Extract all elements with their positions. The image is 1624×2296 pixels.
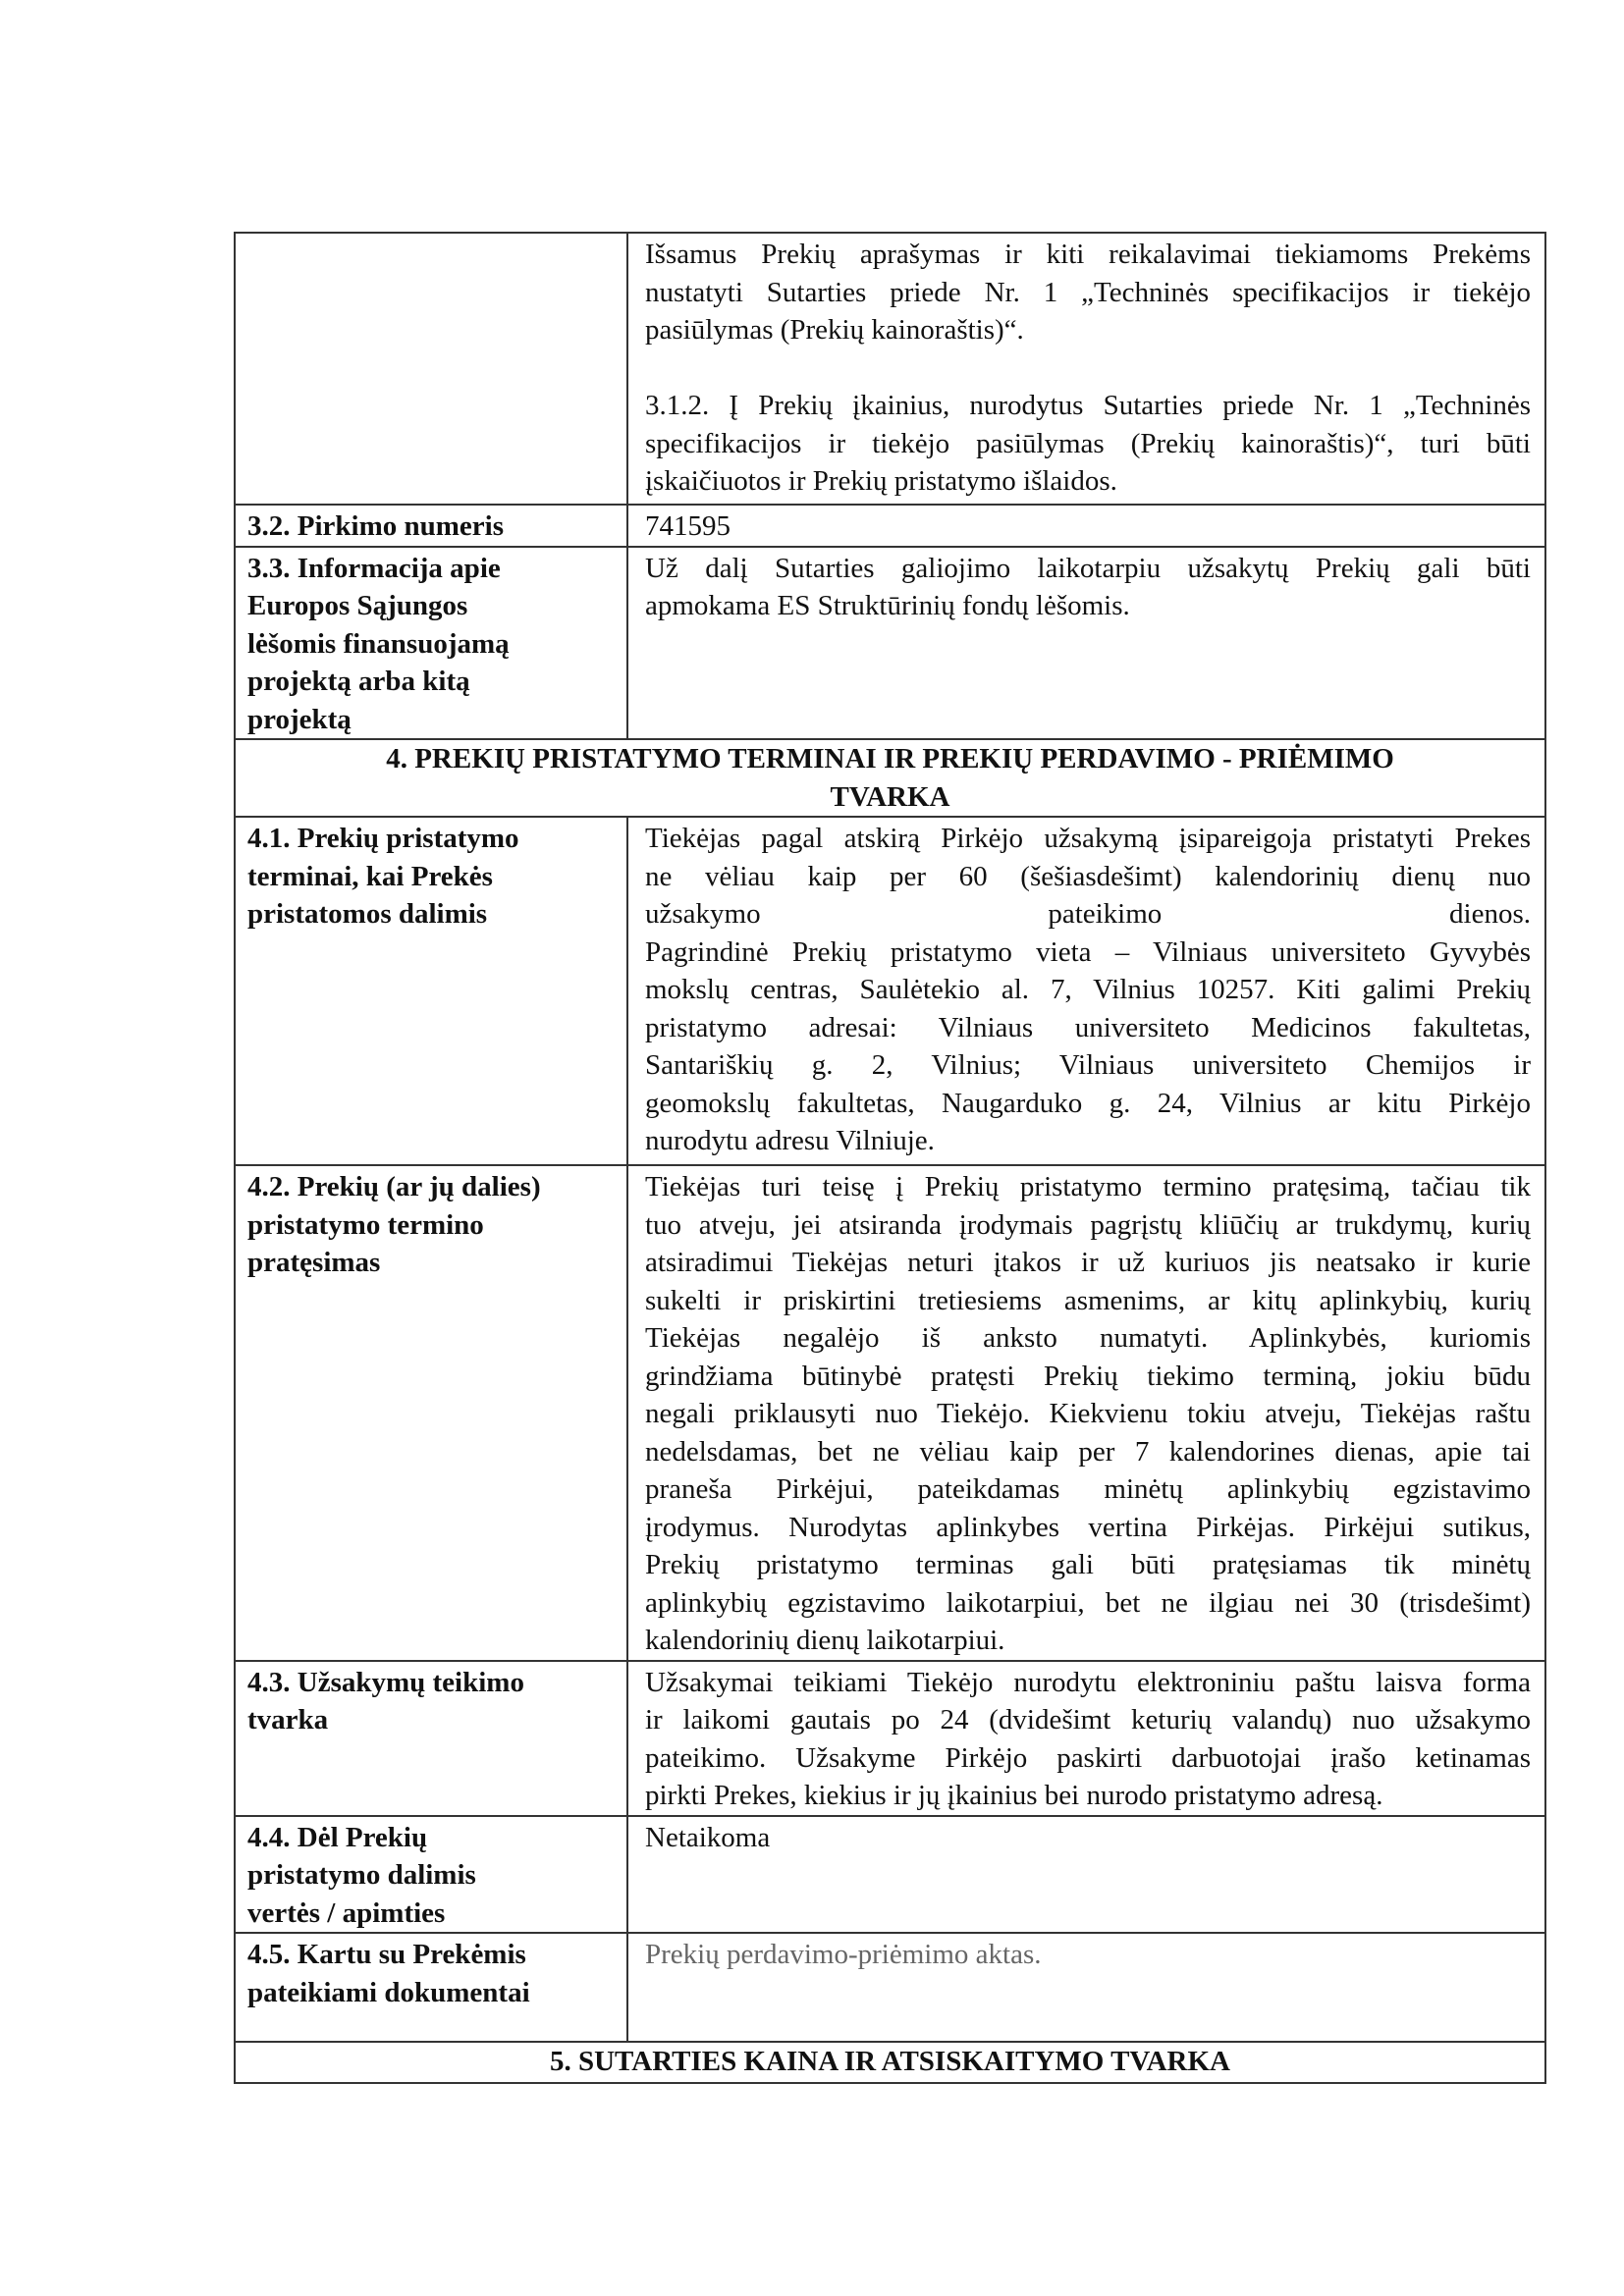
text-line: Tiekėjas negalėjo iš anksto numatyti. Aplinkybės, kuriomis [645,1322,1531,1354]
row-4-5-label [235,1933,627,2042]
row-4-3-label [235,1661,627,1816]
text-line: mokslų centras, Saulėtekio al. 7, Vilnius 10257. Kiti galimi Prekių [645,974,1531,1005]
text-line: 4.5. Kartu su Prekėmis [247,1939,526,1970]
text-line: užsakymo pateikimo dienos. [645,898,1531,930]
text-line: 3.3. Informacija apie [247,552,501,584]
text-line: Tiekėjas turi teisę į Prekių pristatymo termino pratęsimą, tačiau tik [645,1171,1531,1202]
text-line: ir laikomi gautais po 24 (dvidešimt keturių valandų) nuo užsakymo [645,1704,1531,1735]
text-line: apmokama ES Struktūrinių fondų lėšomis. [645,590,1130,621]
text-line: Europos Sąjungos [247,590,468,621]
text-line: 3.2. Pirkimo numeris [247,510,504,542]
text-line: pirkti Prekes, kiekius ir jų įkainius bei nurodo pristatymo adresą. [645,1780,1383,1811]
row-4-4-label [235,1816,627,1934]
text-line: tvarka [247,1704,329,1735]
text-line: pristatomos dalimis [247,898,488,930]
text-line: nustatyti Sutarties priede Nr. 1 „Techninės specifikacijos ir tiekėjo [645,276,1531,308]
text-line: Netaikoma [645,1821,771,1853]
text-line: pristatymo adresai: Vilniaus universiteto Medicinos fakultetas, [645,1011,1531,1043]
section-4-title [235,739,1545,817]
text-line: 4.1. Prekių pristatymo [247,823,519,854]
text-line: Pagrindinė Prekių pristatymo vieta – Vilniaus universiteto Gyvybės [645,935,1531,968]
row-3-3-label [235,547,627,740]
row-4-5-value [627,1933,1545,2042]
text-line: tuo atveju, jei atsiranda įrodymais pagrįstų kliūčių ar trukdymų, kurių [645,1208,1531,1241]
text-line: nedelsdamas, bet ne vėliau kaip per 7 kalendorines dienas, apie tai [645,1435,1531,1468]
row-3-3 [235,547,1545,740]
text-line: pateikiami dokumentai [247,1976,530,2008]
text-line: pateikimo. Užsakyme Pirkėjo paskirti darbuotojai įrašo ketinamas [645,1741,1531,1774]
text-line: Santariškių g. 2, Vilnius; Vilniaus universiteto Chemijos ir [645,1049,1531,1081]
paragraph-3-1-2 [645,387,1531,501]
purchase-number [627,505,1545,547]
section-5-heading [235,2042,1545,2083]
text-line: aplinkybių egzistavimo laikotarpiui, bet ne ilgiau nei 30 (trisdešimt) [645,1586,1531,1619]
text-line: grindžiama būtinybė pratęsti Prekių tiekimo terminą, jokiu būdu [645,1360,1531,1392]
row-4-1-value [627,817,1545,1165]
text-line: 3.1.2. Į Prekių įkainius, nurodytus Sutarties priede Nr. 1 „Techninės [645,390,1531,421]
row-3-1 [235,233,1545,505]
text-line: kalendorinių dienų laikotarpiui. [645,1625,1005,1656]
text-line: 4. PREKIŲ PRISTATYMO TERMINAI IR PREKIŲ PERDAVIMO - PRIĖMIMO [386,743,1394,774]
text-line: pasiūlymas (Prekių kainoraštis)“. [645,314,1024,346]
section-4-heading [235,739,1545,817]
row-4-4-value [627,1816,1545,1934]
text-line: projektą arba kitą [247,666,470,697]
row-3-2-label [235,505,627,547]
text-line: įrodymus. Nurodytas aplinkybes vertina Pirkėjas. Pirkėjui sutikus, [645,1511,1531,1543]
text-line: Išsamus Prekių aprašymas ir kiti reikalavimai tiekiamoms Prekėms [645,239,1531,270]
text-line: pratęsimas [247,1247,381,1278]
text-line: Už dalį Sutarties galiojimo laikotarpiu užsakytų Prekių gali būti [645,552,1531,584]
text-line: 4.2. Prekių (ar jų dalies) [247,1171,541,1202]
text-line: lėšomis finansuojamą [247,627,510,660]
text-line: specifikacijos ir tiekėjo pasiūlymas (Prekių kainoraštis)“, turi būti [645,427,1531,459]
text-line: Prekių pristatymo terminas gali būti pratęsiamas tik minėtų [645,1549,1531,1580]
text-line: pristatymo dalimis [247,1859,476,1891]
text-line: sukelti ir priskirtini tretiesiems asmenims, ar kitų aplinkybių, kurių [645,1284,1531,1316]
text-line: negali priklausyti nuo Tiekėjo. Kiekvienu tokiu atveju, Tiekėjas raštu [645,1398,1531,1429]
text-line: terminai, kai Prekės [247,860,493,892]
text-line: 4.3. Užsakymų teikimo [247,1666,524,1698]
text-line: Užsakymai teikiami Tiekėjo nurodytu elektroniniu paštu laisva forma [645,1666,1531,1698]
text-line: vertės / apimties [247,1896,446,1929]
text-line: geomokslų fakultetas, Naugarduko g. 24, Vilnius ar kitu Pirkėjo [645,1087,1531,1119]
row-4-4 [235,1816,1545,1934]
text-line: nurodytu adresu Vilniuje. [645,1125,935,1156]
row-4-2-label [235,1165,627,1661]
row-4-1-label [235,817,627,1165]
text-line: 741595 [645,510,731,542]
text-line: įskaičiuotos ir Prekių pristatymo išlaidos. [645,465,1117,497]
row-3-1-label [235,233,627,505]
row-4-1 [235,817,1545,1165]
text-line: pristatymo termino [247,1208,484,1241]
row-3-1-value [627,233,1545,505]
text-line: projektą [247,703,352,735]
row-4-2-value [627,1165,1545,1661]
contract-table [234,232,1546,2084]
row-3-2 [235,505,1545,547]
text-line: Prekių perdavimo-priėmimo aktas. [645,1939,1042,1970]
paragraph-description [645,236,1531,349]
row-3-3-value [627,547,1545,740]
text-line: 4.4. Dėl Prekių [247,1821,428,1853]
text-line: Tiekėjas pagal atskirą Pirkėjo užsakymą įsipareigoja pristatyti Prekes [645,823,1531,854]
row-4-3-value [627,1661,1545,1816]
row-4-2 [235,1165,1545,1661]
text-line: atsiradimui Tiekėjas neturi įtakos ir už kuriuos jis neatsako ir kurie [645,1247,1531,1278]
text-line: ne vėliau kaip per 60 (šešiasdešimt) kalendorinių dienų nuo [645,860,1531,892]
row-4-5 [235,1933,1545,2042]
section-5-title [235,2042,1545,2083]
text-line: 5. SUTARTIES KAINA IR ATSISKAITYMO TVARKA [549,2046,1230,2077]
text-line: TVARKA [830,780,950,813]
row-4-3 [235,1661,1545,1816]
text-line: praneša Pirkėjui, pateikdamas minėtų aplinkybių egzistavimo [645,1473,1531,1505]
